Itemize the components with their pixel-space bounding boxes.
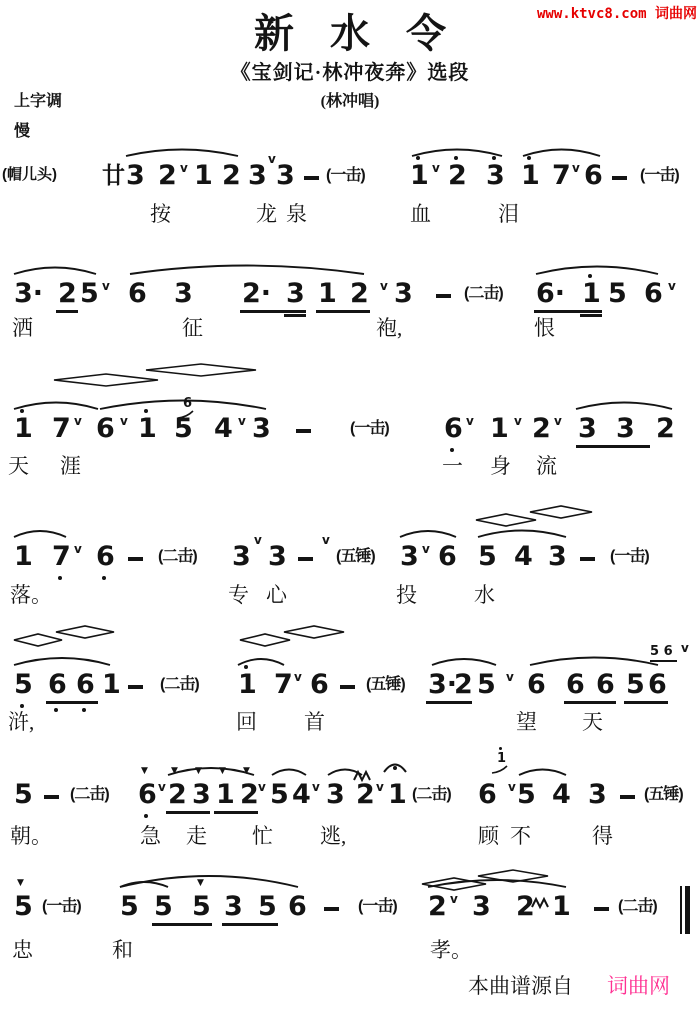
lyric-syllable: 朝。 <box>10 824 52 848</box>
note: 3 <box>472 891 491 922</box>
note: 3· <box>14 278 44 309</box>
lyric-syllable: 龙 <box>256 202 277 226</box>
rhythm-underline <box>316 310 370 313</box>
swell-diamond-mark <box>146 364 256 376</box>
dash-note <box>340 685 355 689</box>
source-credit-prefix: 本曲谱源自 <box>468 974 573 998</box>
dash-note <box>324 907 339 911</box>
lyric-syllable: 得 <box>592 824 613 848</box>
note: 4 <box>292 779 311 810</box>
lyric-syllable: 孝。 <box>430 938 472 962</box>
swell-diamond-mark <box>422 878 486 890</box>
lyric-syllable: 一 <box>442 454 463 478</box>
note: 1 <box>138 413 157 444</box>
breath-mark: v <box>120 414 128 428</box>
note: 5 <box>14 779 33 810</box>
note: 1 <box>388 779 407 810</box>
breath-mark: v <box>268 152 276 166</box>
percussion-cue: (二击) <box>618 898 657 915</box>
breath-mark: v <box>238 414 246 428</box>
swell-diamond-mark <box>476 514 536 526</box>
note: 6 <box>438 541 457 572</box>
note: 2 <box>516 891 535 922</box>
fermata-dot <box>393 766 397 770</box>
note: 3 <box>252 413 271 444</box>
note: 5 <box>478 541 497 572</box>
note: 1 <box>318 278 337 309</box>
note: 5 <box>608 278 627 309</box>
note: 5 <box>477 669 496 700</box>
lyric-syllable: 走 <box>186 824 207 848</box>
subtitle: 《宝剑记·林冲夜奔》选段 <box>230 62 470 84</box>
swell-diamond-mark <box>56 626 114 638</box>
percussion-cue: (一击) <box>640 167 679 184</box>
dash-note <box>594 907 609 911</box>
note: 1 <box>490 413 509 444</box>
octave-dot-low <box>102 576 106 580</box>
breath-mark: v <box>258 780 266 794</box>
accent-mark: ▼ <box>17 878 24 888</box>
dash-note <box>612 176 627 180</box>
percussion-cue: (一击) <box>326 167 365 184</box>
slur-arc <box>412 150 502 157</box>
slur-arc <box>400 531 456 537</box>
note: 3 <box>486 160 505 191</box>
note: 7 <box>552 160 571 191</box>
rhythm-underline <box>214 811 258 814</box>
breath-mark: v <box>508 780 516 794</box>
lyric-syllable: 泪 <box>498 202 519 226</box>
accent-mark: ▼ <box>243 766 250 776</box>
percussion-cue: (五锤) <box>336 548 375 565</box>
note: 4 <box>552 779 571 810</box>
octave-dot-high <box>416 156 420 160</box>
accent-mark: ▼ <box>197 878 204 888</box>
fermata-arc <box>384 765 406 773</box>
note: 3 <box>326 779 345 810</box>
note: 6 <box>310 669 329 700</box>
note: 2 <box>448 160 467 191</box>
note: 2 <box>222 160 241 191</box>
octave-dot-low <box>144 814 148 818</box>
note: 5 <box>517 779 536 810</box>
note: 2 <box>240 779 259 810</box>
note: 6· <box>536 278 566 309</box>
lyric-syllable: 征 <box>182 316 203 340</box>
rhythm-underline <box>166 811 210 814</box>
note: 3· <box>428 669 458 700</box>
octave-dot-high <box>144 409 148 413</box>
note: 5 <box>14 669 33 700</box>
lyric-syllable: 急 <box>140 824 161 848</box>
lyric-syllable: 水 <box>474 583 495 607</box>
percussion-cue: (二击) <box>464 285 503 302</box>
breath-mark: v <box>514 414 522 428</box>
lyric-syllable: 回 <box>236 710 257 734</box>
note: 5 <box>626 669 645 700</box>
dash-note <box>304 176 319 180</box>
rhythm-underline <box>580 314 602 317</box>
breath-mark: v <box>74 542 82 556</box>
breath-mark: v <box>572 161 580 175</box>
note: 6 <box>644 278 663 309</box>
percussion-cue: (一击) <box>610 548 649 565</box>
note: 2 <box>356 779 375 810</box>
slur-arc <box>168 768 254 775</box>
note: 5 <box>80 278 99 309</box>
octave-dot-low <box>450 448 454 452</box>
lyric-syllable: 天 <box>8 454 29 478</box>
note: 3 <box>268 541 287 572</box>
slur-arc <box>130 266 364 275</box>
note: 3 <box>276 160 295 191</box>
accent-mark: ▼ <box>195 766 202 776</box>
note: 2· <box>242 278 272 309</box>
swell-diamond-mark <box>54 374 158 386</box>
note: 6 <box>76 669 95 700</box>
note: 2 <box>656 413 675 444</box>
note: 6 <box>648 669 667 700</box>
note: 3 <box>394 278 413 309</box>
octave-dot-low <box>82 708 86 712</box>
dash-note <box>436 294 451 298</box>
octave-dot-low <box>54 708 58 712</box>
note: 3 <box>232 541 251 572</box>
note: 4 <box>214 413 233 444</box>
dash-note <box>128 685 143 689</box>
breath-mark: v <box>380 279 388 293</box>
percussion-cue: (一击) <box>42 898 81 915</box>
note: 2 <box>58 278 77 309</box>
slur-arc <box>432 659 496 665</box>
breath-mark: v <box>74 414 82 428</box>
lyric-syllable: 浒, <box>8 710 35 734</box>
rhythm-underline <box>56 310 78 313</box>
breath-mark: v <box>422 542 430 556</box>
dash-note <box>44 795 59 799</box>
note: 2 <box>454 669 473 700</box>
lyric-syllable: 泉 <box>286 202 307 226</box>
note: 3 <box>286 278 305 309</box>
lyric-syllable: 专 <box>228 583 249 607</box>
slur-arc <box>576 403 672 410</box>
note: 7 <box>52 413 71 444</box>
lyric-syllable: 血 <box>410 202 431 226</box>
grace-underline <box>650 660 677 662</box>
dash-note <box>296 429 311 433</box>
percussion-cue: (一击) <box>350 420 389 437</box>
lyric-syllable: 忙 <box>252 824 273 848</box>
note: 3 <box>588 779 607 810</box>
note: 2 <box>532 413 551 444</box>
lyric-syllable: 身 <box>490 454 511 478</box>
note: 3 <box>224 891 243 922</box>
percussion-cue: (二击) <box>158 548 197 565</box>
octave-dot-high <box>492 156 496 160</box>
octave-dot-high <box>588 274 592 278</box>
swell-diamond-mark <box>14 634 62 646</box>
note: 1 <box>194 160 213 191</box>
dash-note <box>620 795 635 799</box>
note: 7 <box>274 669 293 700</box>
note: 2 <box>168 779 187 810</box>
slur-arc <box>14 403 98 410</box>
lyric-syllable: 不 <box>510 824 531 848</box>
note: 6 <box>128 278 147 309</box>
rhythm-underline <box>46 701 98 704</box>
lyric-syllable: 首 <box>304 710 325 734</box>
breath-mark: v <box>312 780 320 794</box>
percussion-cue: (五锤) <box>644 786 683 803</box>
source-credit <box>468 970 670 1000</box>
grace-note: 5 6 <box>650 644 673 659</box>
note: 5 <box>154 891 173 922</box>
grace-note: 6 <box>183 396 193 411</box>
note: 6 <box>527 669 546 700</box>
rhythm-underline <box>576 445 650 448</box>
note: 3 <box>192 779 211 810</box>
lyric-syllable: 袍, <box>376 316 403 340</box>
accent-mark: ▼ <box>171 766 178 776</box>
breath-mark: v <box>102 279 110 293</box>
octave-dot-high <box>244 665 248 669</box>
breath-mark: v <box>668 279 676 293</box>
slur-arc <box>14 531 66 537</box>
note: 6 <box>478 779 497 810</box>
note: 1 <box>521 160 540 191</box>
note: 3 <box>126 160 145 191</box>
watermark-url: www.ktvc8.com 词曲网 <box>536 6 697 22</box>
note: 1 <box>14 541 33 572</box>
slur-arc <box>428 880 566 887</box>
breath-mark: v <box>294 670 302 684</box>
percussion-cue: (二击) <box>70 786 109 803</box>
octave-dot-high <box>527 156 531 160</box>
rhythm-underline <box>624 701 668 704</box>
swell-diamond-mark <box>240 634 290 646</box>
slur-arc <box>519 770 566 776</box>
breath-mark: v <box>450 892 458 906</box>
final-barline-thin <box>680 886 682 934</box>
lyric-syllable: 流 <box>536 454 557 478</box>
lyric-syllable: 洒 <box>12 316 33 340</box>
slur-arc <box>14 268 96 275</box>
percussion-cue: (一击) <box>358 898 397 915</box>
slur-arc <box>536 267 658 275</box>
rhythm-underline <box>222 923 278 926</box>
octave-dot-low <box>58 576 62 580</box>
slur-arc <box>328 770 362 776</box>
dash-note <box>580 557 595 561</box>
breath-mark: v <box>322 533 330 547</box>
lyric-syllable: 望 <box>516 710 537 734</box>
note: 5 <box>14 891 33 922</box>
note: 6 <box>48 669 67 700</box>
tempo-label: 慢 <box>14 123 31 140</box>
breath-mark: v <box>554 414 562 428</box>
breath-mark: v <box>466 414 474 428</box>
grace-octave-dot <box>499 747 502 750</box>
lyric-syllable: 天 <box>582 710 603 734</box>
note: 3 <box>248 160 267 191</box>
lyric-syllable: 逃, <box>320 824 347 848</box>
note: 1 <box>552 891 571 922</box>
slur-arc <box>478 531 566 538</box>
rhythm-underline <box>534 310 602 313</box>
slur-arc <box>14 658 110 665</box>
note: 3 <box>400 541 419 572</box>
note: 3 <box>578 413 597 444</box>
breath-mark: v <box>432 161 440 175</box>
breath-mark: v <box>254 533 262 547</box>
breath-mark: v <box>681 641 689 655</box>
accent-mark: ▼ <box>219 766 226 776</box>
page-title: 新水令 <box>254 11 482 56</box>
slur-arc <box>120 882 168 887</box>
swell-diamond-mark <box>284 626 344 638</box>
note: 5 <box>174 413 193 444</box>
note: 6 <box>288 891 307 922</box>
octave-dot-low <box>20 704 24 708</box>
note: 2 <box>350 278 369 309</box>
lyric-syllable: 恨 <box>534 316 555 340</box>
source-credit-site: 词曲网 <box>607 974 670 998</box>
note: 5 <box>258 891 277 922</box>
slur-arc <box>126 150 238 157</box>
grace-slide-hook <box>492 766 507 773</box>
note: 1 <box>14 413 33 444</box>
slur-arc <box>120 876 298 887</box>
slur-arc <box>272 770 306 776</box>
lyric-syllable: 落。 <box>10 583 52 607</box>
note: 6 <box>596 669 615 700</box>
note: 3 <box>616 413 635 444</box>
note: 6 <box>96 413 115 444</box>
percussion-cue: (二击) <box>160 676 199 693</box>
note: 1 <box>102 669 121 700</box>
note: 5 <box>120 891 139 922</box>
rhythm-underline <box>284 314 306 317</box>
meter-symbol: 廿 <box>102 163 125 189</box>
note: 1 <box>582 278 601 309</box>
rhythm-underline <box>564 701 616 704</box>
breath-mark: v <box>180 161 188 175</box>
lyric-syllable: 按 <box>150 202 171 226</box>
lyric-syllable: 投 <box>396 583 417 607</box>
note: 1 <box>410 160 429 191</box>
note: 6 <box>566 669 585 700</box>
rhythm-underline <box>152 923 212 926</box>
percussion-cue: (二击) <box>412 786 451 803</box>
breath-mark: v <box>506 670 514 684</box>
note: 3 <box>174 278 193 309</box>
swell-diamond-mark <box>478 870 548 882</box>
octave-dot-high <box>454 156 458 160</box>
note: 7 <box>52 541 71 572</box>
final-barline-thick <box>685 886 690 934</box>
note: 4 <box>514 541 533 572</box>
lyric-syllable: 顾 <box>478 824 499 848</box>
note: 3 <box>548 541 567 572</box>
rhythm-underline <box>240 310 306 313</box>
section-label: (帽儿头) <box>2 166 57 183</box>
percussion-cue: (五锤) <box>366 676 405 693</box>
performer-note: (林冲唱) <box>320 93 380 110</box>
rhythm-underline <box>426 701 472 704</box>
accent-mark: ▼ <box>141 766 148 776</box>
lyric-syllable: 忠 <box>12 938 33 962</box>
lyric-syllable: 涯 <box>60 454 81 478</box>
slur-arc <box>523 150 600 157</box>
note: 2 <box>158 160 177 191</box>
slur-arc <box>530 658 658 666</box>
note: 6 <box>138 779 157 810</box>
note: 6 <box>584 160 603 191</box>
breath-mark: v <box>158 780 166 794</box>
note: 1 <box>238 669 257 700</box>
breath-mark: v <box>376 780 384 794</box>
lyric-syllable: 心 <box>266 583 287 607</box>
dash-note <box>298 557 313 561</box>
note: 6 <box>444 413 463 444</box>
note: 1 <box>216 779 235 810</box>
dash-note <box>128 557 143 561</box>
note: 6 <box>96 541 115 572</box>
lyric-syllable: 和 <box>112 938 133 962</box>
octave-dot-high <box>20 409 24 413</box>
note: 2 <box>428 891 447 922</box>
note: 5 <box>192 891 211 922</box>
swell-diamond-mark <box>530 506 592 518</box>
grace-note: 1 <box>497 751 507 766</box>
key-signature-label: 上字调 <box>14 93 63 110</box>
note: 5 <box>270 779 289 810</box>
